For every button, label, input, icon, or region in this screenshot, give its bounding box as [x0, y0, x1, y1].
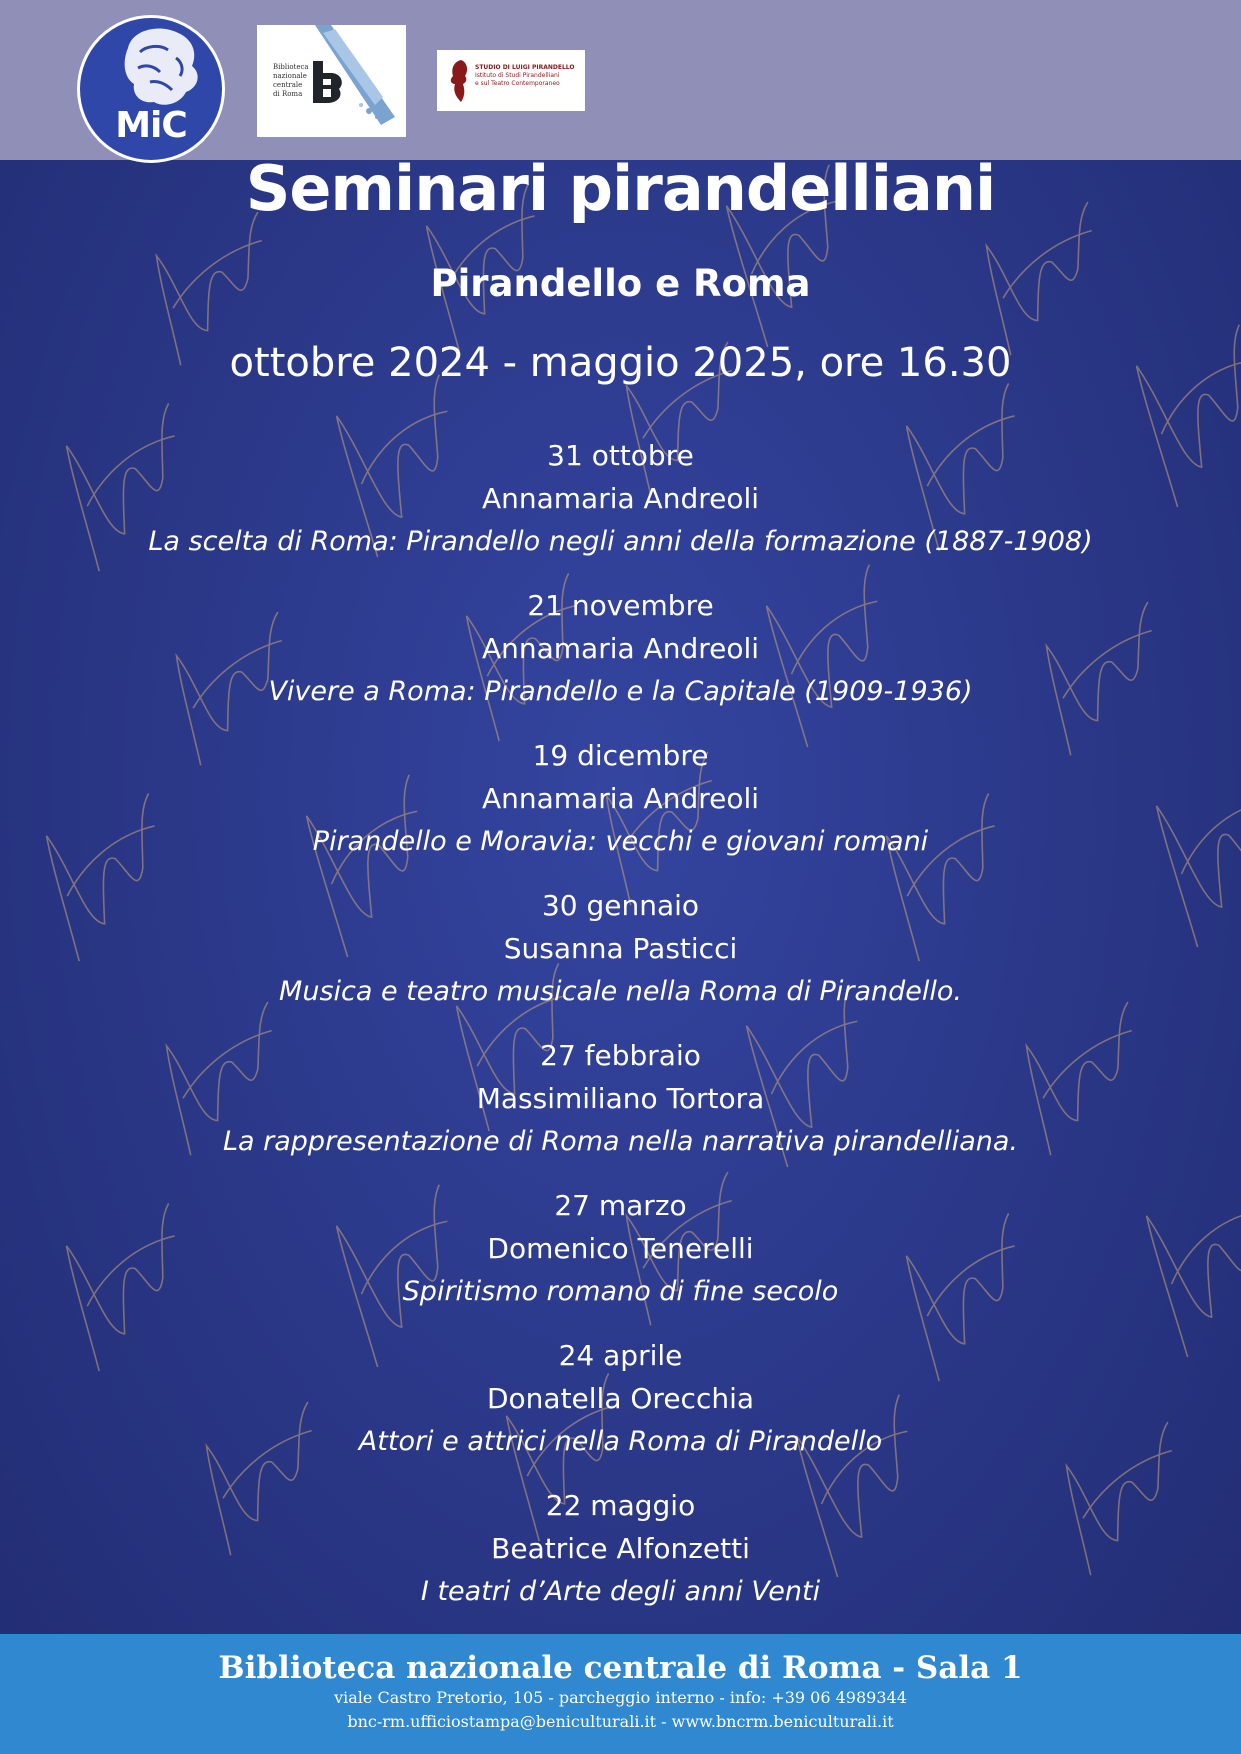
mic-logo-label: MiC	[115, 105, 187, 146]
season-dates: ottobre 2024 - maggio 2025, ore 16.30	[229, 340, 1012, 386]
event-date: 22 maggio	[545, 1489, 696, 1522]
event-item	[0, 734, 1241, 884]
event-item	[0, 434, 1241, 584]
bncr-logo-text: Biblioteca nazionale centrale di Roma	[273, 63, 309, 98]
footer-contacts: bnc-rm.ufficiostampa@beniculturali.it - www.bncrm.beniculturali.it	[347, 1712, 894, 1731]
event-topic: Musica e teatro musicale nella Roma di Pirandello.	[279, 976, 962, 1007]
event-topic: La rappresentazione di Roma nella narrativa pirandelliana.	[222, 1126, 1019, 1157]
event-speaker: Beatrice Alfonzetti	[491, 1532, 750, 1565]
event-date: 19 dicembre	[532, 739, 709, 772]
page-title: Seminari pirandelliani	[245, 152, 996, 225]
event-speaker: Domenico Tenerelli	[487, 1232, 754, 1265]
event-item	[0, 1034, 1241, 1184]
mic-logo	[77, 15, 225, 163]
studio-pirandello-logo	[437, 50, 585, 111]
event-speaker: Annamaria Andreoli	[481, 482, 760, 515]
studio-logo-text: STUDIO DI LUIGI PIRANDELLO Istituto di Studi Pirandelliani e sul Teatro Contemporaneo	[475, 64, 575, 87]
event-topic: I teatri d’Arte degli anni Venti	[420, 1576, 821, 1607]
event-date: 30 gennaio	[541, 889, 700, 922]
page-subtitle: Pirandello e Roma	[430, 262, 811, 305]
event-speaker: Susanna Pasticci	[503, 932, 738, 965]
event-speaker: Donatella Orecchia	[486, 1382, 755, 1415]
bncr-logo	[257, 25, 406, 137]
event-topic: Attori e attrici nella Roma di Pirandello	[358, 1426, 883, 1457]
event-speaker: Annamaria Andreoli	[481, 782, 760, 815]
event-date: 31 ottobre	[547, 439, 694, 472]
event-date: 27 marzo	[554, 1189, 687, 1222]
event-topic: Vivere a Roma: Pirandello e la Capitale (1909-1936)	[268, 676, 973, 707]
event-item	[0, 1334, 1241, 1484]
event-date: 27 febbraio	[540, 1039, 701, 1072]
footer-venue: Biblioteca nazionale centrale di Roma - Sala 1	[218, 1650, 1023, 1686]
event-speaker: Annamaria Andreoli	[481, 632, 760, 665]
event-speaker: Massimiliano Tortora	[476, 1082, 765, 1115]
event-item	[0, 1184, 1241, 1334]
event-list	[0, 434, 1241, 1634]
profile-silhouette-icon	[443, 56, 473, 106]
bncr-mark-icon	[257, 25, 406, 137]
event-topic: Pirandello e Moravia: vecchi e giovani romani	[312, 826, 929, 857]
event-date: 24 aprile	[558, 1339, 683, 1372]
event-item	[0, 584, 1241, 734]
footer-address: viale Castro Pretorio, 105 - parcheggio interno - info: +39 06 4989344	[334, 1688, 907, 1707]
event-topic: La scelta di Roma: Pirandello negli anni della formazione (1887-1908)	[148, 526, 1093, 557]
event-item	[0, 1484, 1241, 1634]
event-date: 21 novembre	[527, 589, 714, 622]
footer	[0, 1634, 1241, 1754]
event-topic: Spiritismo romano di fine secolo	[402, 1276, 839, 1307]
event-item	[0, 884, 1241, 1034]
